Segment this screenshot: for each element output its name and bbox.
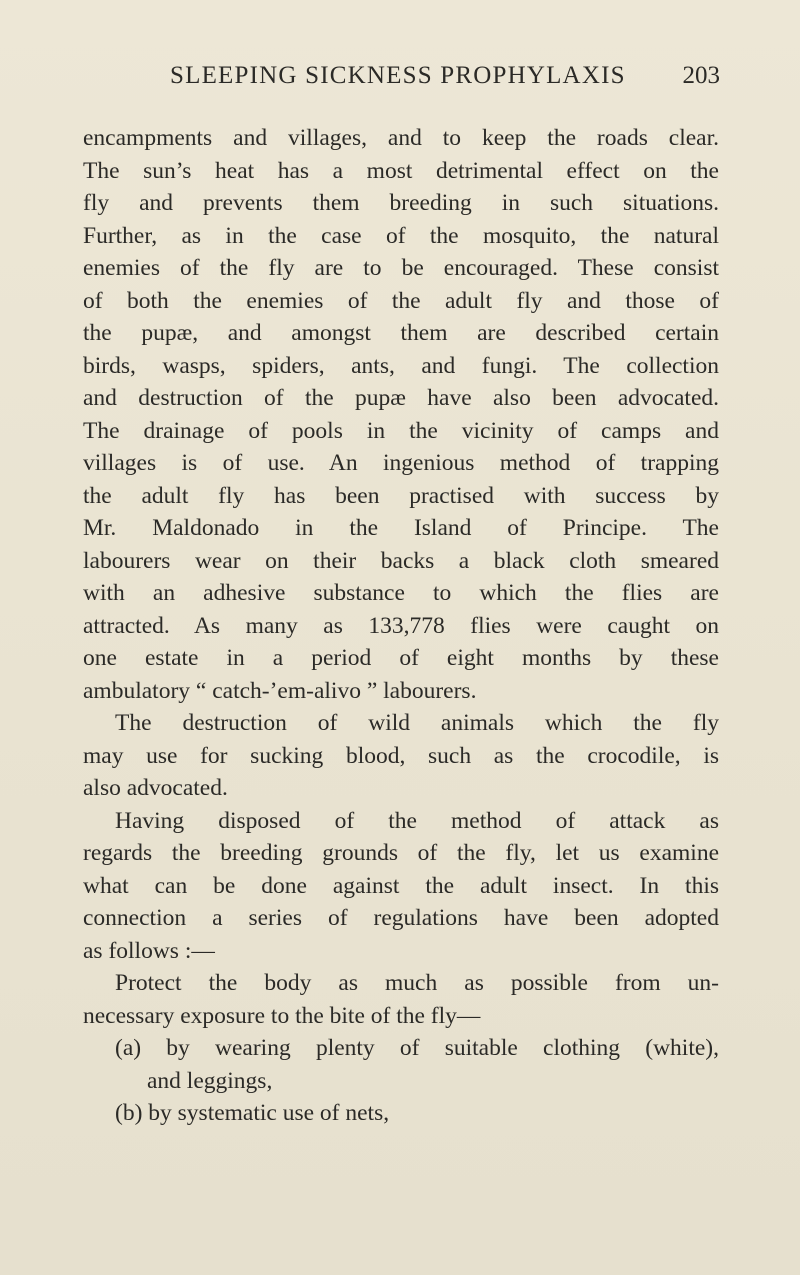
text-line: regards the breeding grounds of the fly, let us examine bbox=[83, 840, 719, 866]
text-line: what can be done against the adult insect. In this bbox=[83, 872, 719, 899]
list-item-a: (a) by wearing plenty of suitable clothing (white), bbox=[115, 1035, 719, 1061]
text-line: the pupæ, and amongst them are described certain bbox=[83, 320, 719, 346]
text-line: and destruction of the pupæ have also been advocated. bbox=[83, 385, 719, 411]
text-line: labourers wear on their backs a black cloth smeared bbox=[83, 547, 719, 574]
text-line: the adult fly has been practised with success by bbox=[83, 482, 719, 509]
text-line: necessary exposure to the bite of the fly— bbox=[83, 1002, 481, 1029]
list-item-b: (b) by systematic use of nets, bbox=[115, 1100, 390, 1126]
page-number: 203 bbox=[682, 62, 720, 89]
text-line: encampments and villages, and to keep the roads clear. bbox=[83, 125, 719, 151]
text-line: attracted. As many as 133,778 flies were caught on bbox=[83, 612, 719, 639]
text-line: birds, wasps, spiders, ants, and fungi. The collection bbox=[83, 352, 719, 379]
text-line: Protect the body as much as possible from un- bbox=[115, 970, 719, 996]
text-line: as follows :— bbox=[83, 937, 215, 964]
running-title: SLEEPING SICKNESS PROPHYLAXIS bbox=[170, 62, 626, 89]
text-line: villages is of use. An ingenious method of trapping bbox=[83, 450, 719, 476]
running-head bbox=[170, 62, 720, 102]
text-line: with an adhesive substance to which the flies are bbox=[83, 580, 719, 606]
text-line: Having disposed of the method of attack as bbox=[115, 807, 719, 834]
body-text bbox=[83, 122, 719, 1130]
text-line: also advocated. bbox=[83, 775, 228, 801]
list-item-a-continued: and leggings, bbox=[147, 1067, 273, 1094]
text-line: The sun’s heat has a most detrimental effect on the bbox=[83, 157, 719, 184]
text-line: fly and prevents them breeding in such situations. bbox=[83, 190, 719, 216]
text-line: one estate in a period of eight months by these bbox=[83, 645, 719, 671]
text-line: may use for sucking blood, such as the crocodile, is bbox=[83, 742, 719, 769]
text-line: The drainage of pools in the vicinity of camps and bbox=[83, 417, 719, 444]
text-line: Mr. Maldonado in the Island of Principe. The bbox=[83, 515, 719, 541]
text-line: enemies of the fly are to be encouraged. These consist bbox=[83, 255, 719, 281]
text-line: The destruction of wild animals which the fly bbox=[115, 710, 719, 736]
text-line: of both the enemies of the adult fly and those of bbox=[83, 287, 719, 314]
text-line: ambulatory “ catch-’em-alivo ” labourers. bbox=[83, 677, 477, 704]
text-line: Further, as in the case of the mosquito, the natural bbox=[83, 222, 719, 249]
text-line: connection a series of regulations have been adopted bbox=[83, 905, 719, 931]
